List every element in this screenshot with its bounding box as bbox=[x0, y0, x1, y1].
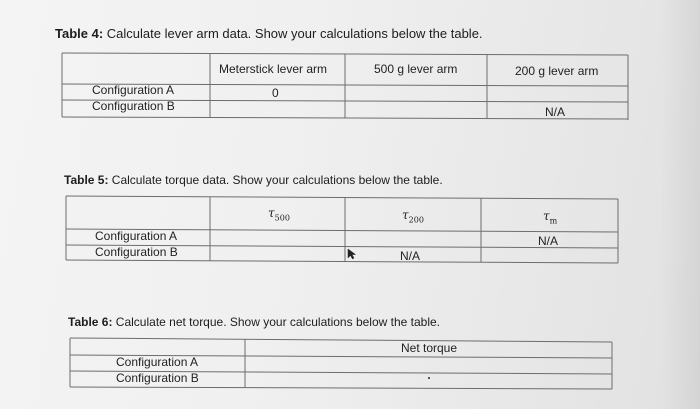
table6-row-label: Configuration A bbox=[116, 355, 199, 369]
table5-cell-tau-m-a: N/A bbox=[538, 234, 559, 248]
table4-caption-text: Calculate lever arm data. Show your calculations below the table. bbox=[103, 26, 483, 41]
table4-header-500g: 500 g lever arm bbox=[374, 62, 458, 76]
table6-header-net-torque: Net torque bbox=[401, 341, 458, 355]
table5-row-label: Configuration B bbox=[95, 245, 178, 259]
table4-cell-meterstick-a: 0 bbox=[272, 86, 279, 100]
table6-caption-text: Calculate net torque. Show your calculations below the table. bbox=[112, 315, 440, 329]
table6-row-label: Configuration B bbox=[116, 371, 199, 385]
table5-caption-text: Calculate torque data. Show your calculations below the table. bbox=[108, 173, 443, 187]
table4-row-label: Configuration A bbox=[92, 83, 175, 97]
table4-header-200g: 200 g lever arm bbox=[515, 64, 599, 78]
table4-header-meterstick: Meterstick lever arm bbox=[219, 62, 328, 76]
table6-caption-label: Table 6: bbox=[68, 315, 113, 329]
tau-200-symbol: τ bbox=[402, 208, 409, 222]
table5-cell-tau-200-b: N/A bbox=[400, 249, 421, 263]
table5-caption-label: Table 5: bbox=[64, 173, 109, 187]
tau-m-subscript: m bbox=[549, 216, 558, 226]
table4-caption-label: Table 4: bbox=[55, 26, 104, 41]
table4-row-label: Configuration B bbox=[92, 99, 175, 113]
tau-m-symbol: τ bbox=[543, 209, 550, 223]
table5-row-label: Configuration A bbox=[95, 229, 178, 243]
tau-500-subscript: 500 bbox=[274, 213, 290, 223]
tau-200-subscript: 200 bbox=[408, 215, 424, 225]
stray-mark bbox=[428, 377, 430, 379]
tau-500-symbol: τ bbox=[268, 206, 275, 220]
page-shadow bbox=[660, 0, 700, 409]
table4-cell-200g-b: N/A bbox=[545, 105, 566, 119]
